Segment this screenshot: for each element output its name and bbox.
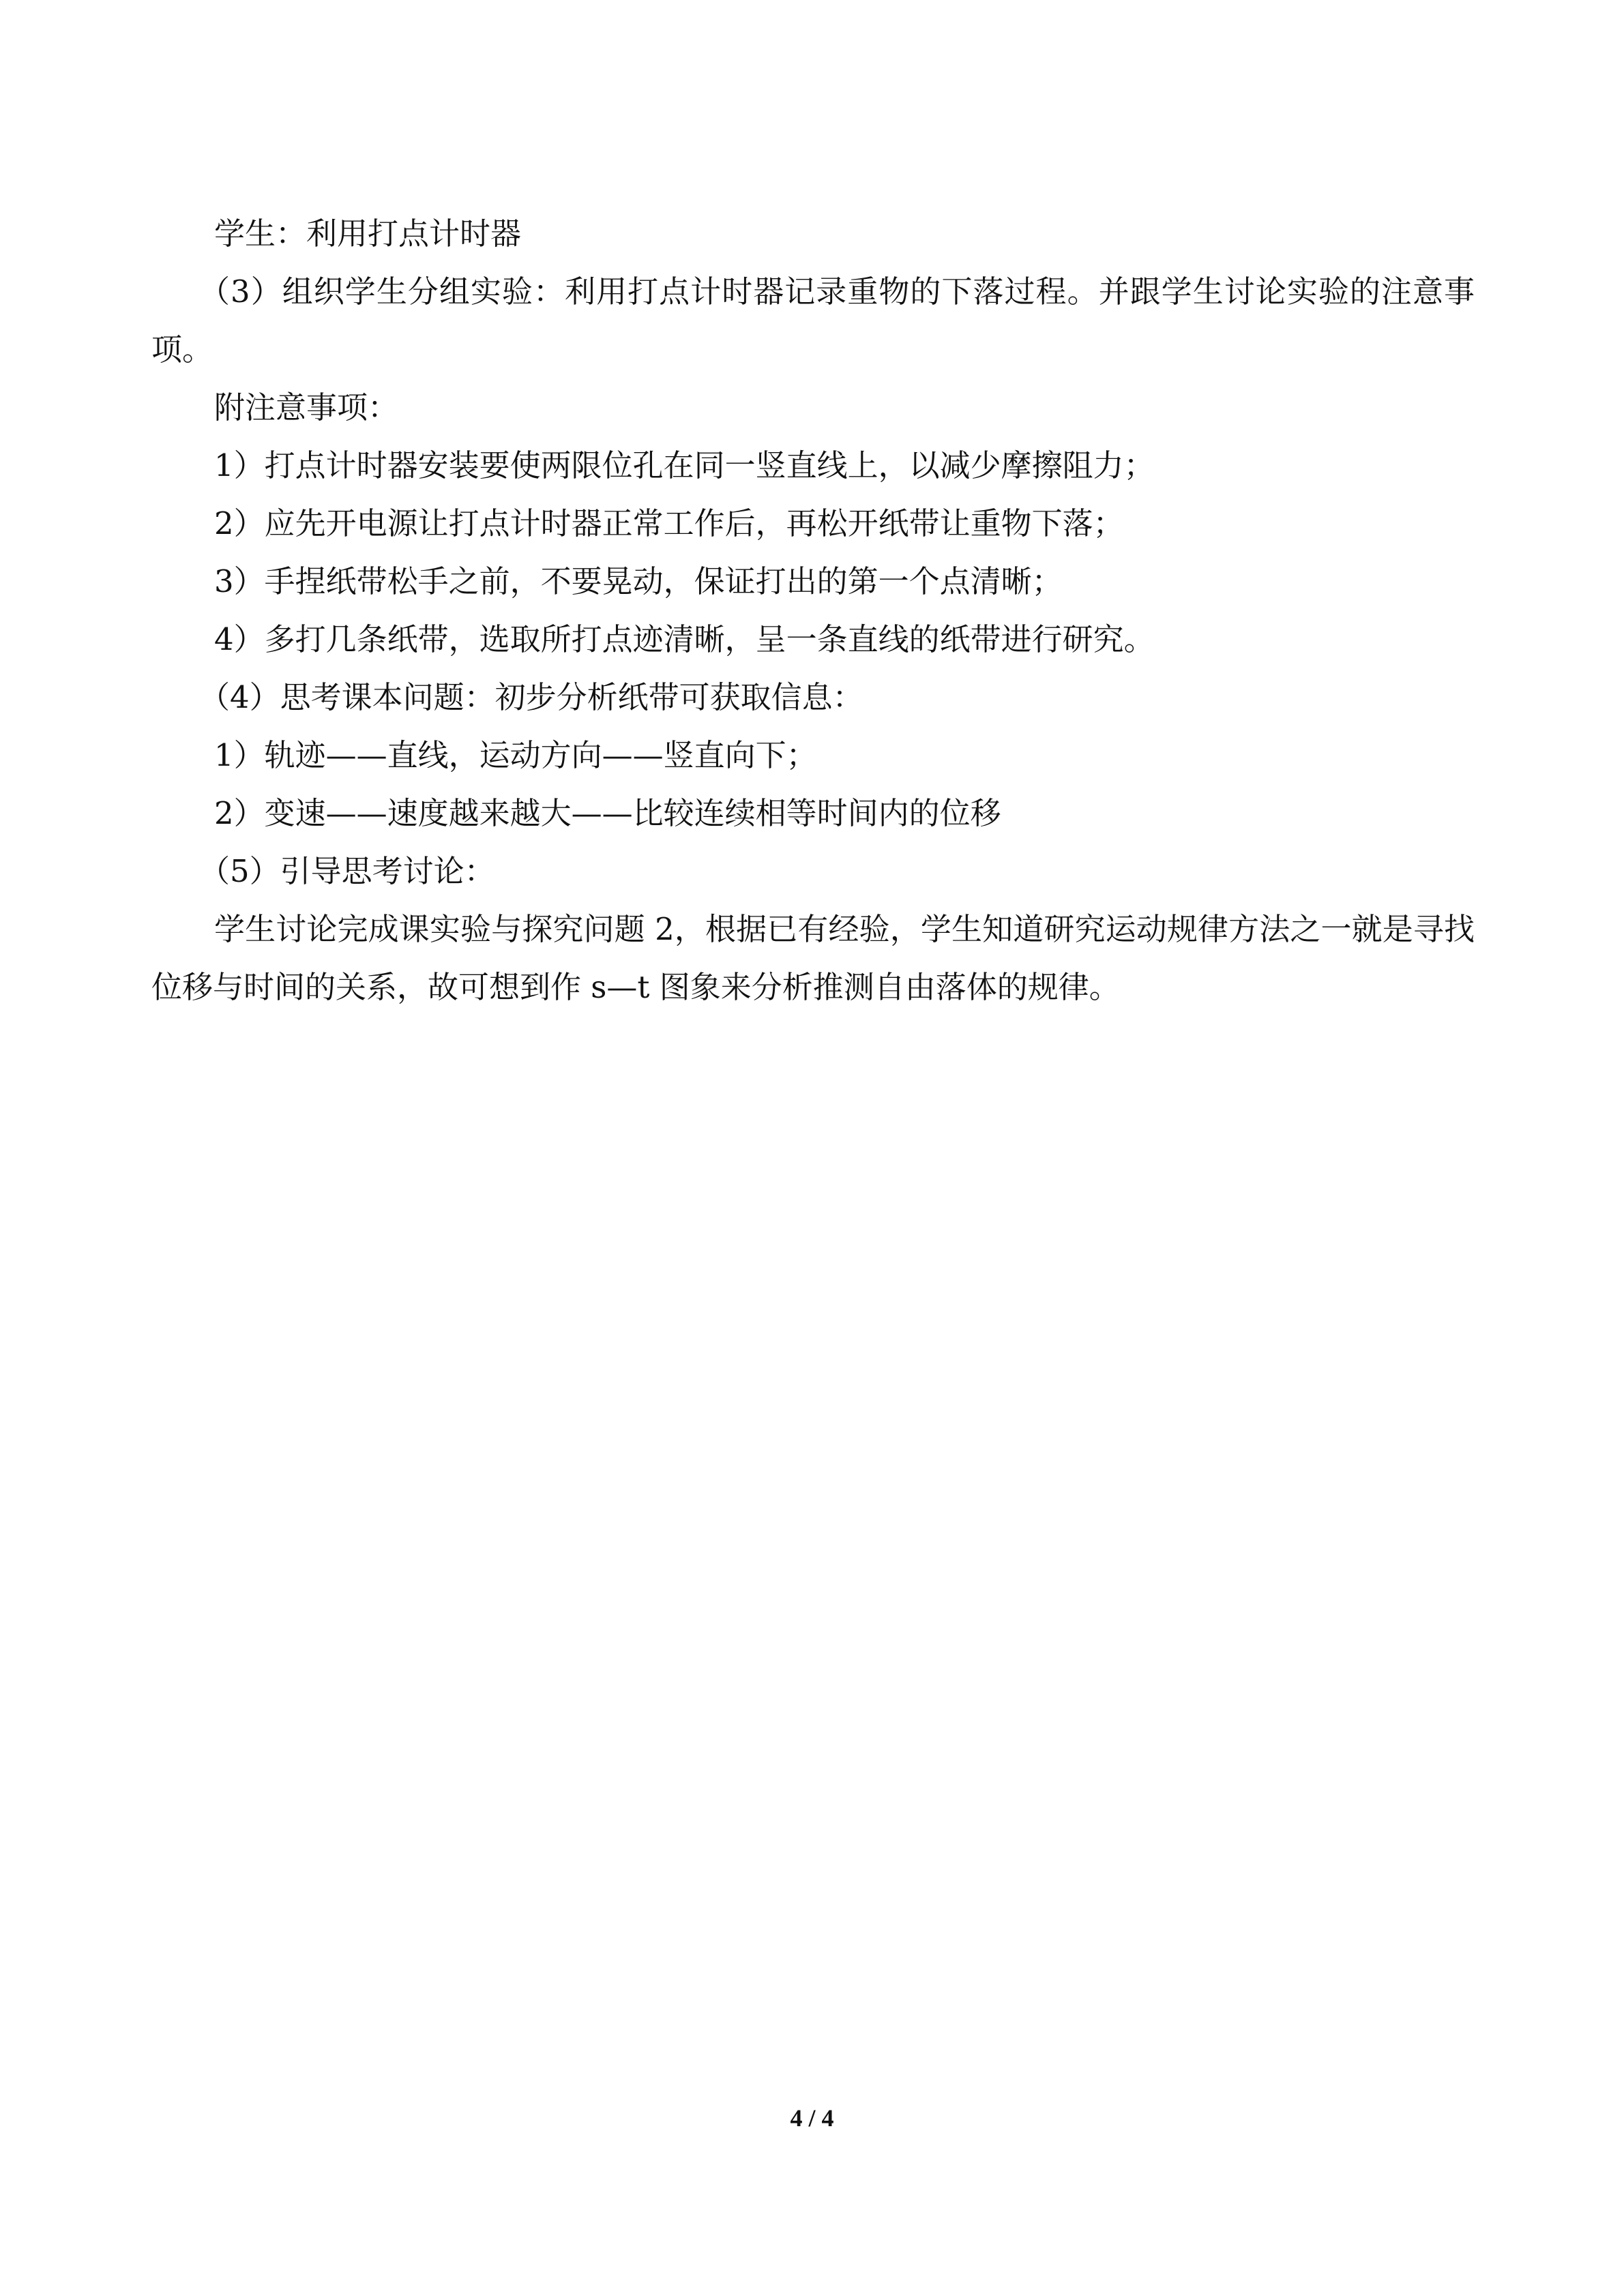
page-number: 4 / 4 xyxy=(790,2104,834,2132)
paragraph-guide-discussion: （5）引导思考讨论： xyxy=(199,853,495,889)
paragraph-think-question: （4）思考课本问题：初步分析纸带可获取信息： xyxy=(199,679,863,715)
list-item-note-3: 3）手捏纸带松手之前，不要晃动，保证打出的第一个点清晰； xyxy=(214,563,1063,599)
paragraph-group-experiment: （3）组织学生分组实验：利用打点计时器记录重物的下落过程。并跟学生讨论实验的注意事项。 xyxy=(151,273,1475,368)
list-item-note-2: 2）应先开电源让打点计时器正常工作后，再松开纸带让重物下落； xyxy=(214,505,1124,541)
paragraph-student-tool: 学生：利用打点计时器 xyxy=(214,215,522,252)
list-item-info-2: 2）变速——速度越来越大——比较连续相等时间内的位移 xyxy=(214,795,1001,831)
list-item-note-4: 4）多打几条纸带，选取所打点迹清晰，呈一条直线的纸带进行研究。 xyxy=(214,621,1155,657)
document-body xyxy=(151,205,1475,1016)
paragraph-notes-heading: 附注意事项： xyxy=(214,389,399,426)
paragraph-student-discussion: 学生讨论完成课实验与探究问题 2，根据已有经验，学生知道研究运动规律方法之一就是寻找位移与时间的关系，故可想到作 s—t 图象来分析推测自由落体的规律。 xyxy=(151,911,1475,1005)
list-item-note-1: 1）打点计时器安装要使两限位孔在同一竖直线上，以减少摩擦阻力； xyxy=(214,447,1155,483)
list-item-info-1: 1）轨迹——直线，运动方向——竖直向下； xyxy=(214,737,817,773)
